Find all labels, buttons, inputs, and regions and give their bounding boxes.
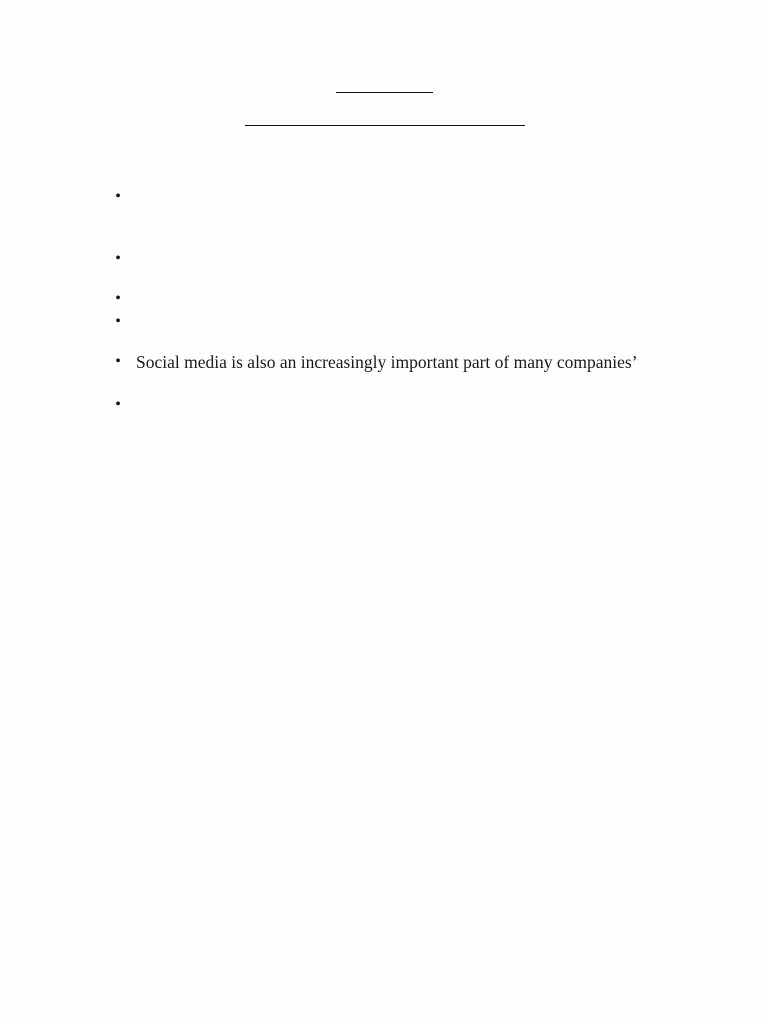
list-item-text: Social media is also an increasingly important part of many companies’ (136, 352, 638, 372)
title-underline (336, 92, 433, 93)
list-item (112, 351, 712, 373)
list-item (112, 394, 712, 416)
bullet-icon: • (115, 290, 121, 307)
bullet-icon: • (115, 396, 121, 413)
list-item (112, 311, 712, 333)
bullet-icon: • (115, 353, 121, 370)
list-item (112, 288, 712, 310)
list-item (112, 248, 712, 270)
subtitle-underline (245, 125, 525, 126)
bullet-icon: • (115, 250, 121, 267)
bullet-icon: • (115, 188, 121, 205)
list-item (112, 186, 712, 208)
bullet-icon: • (115, 313, 121, 330)
